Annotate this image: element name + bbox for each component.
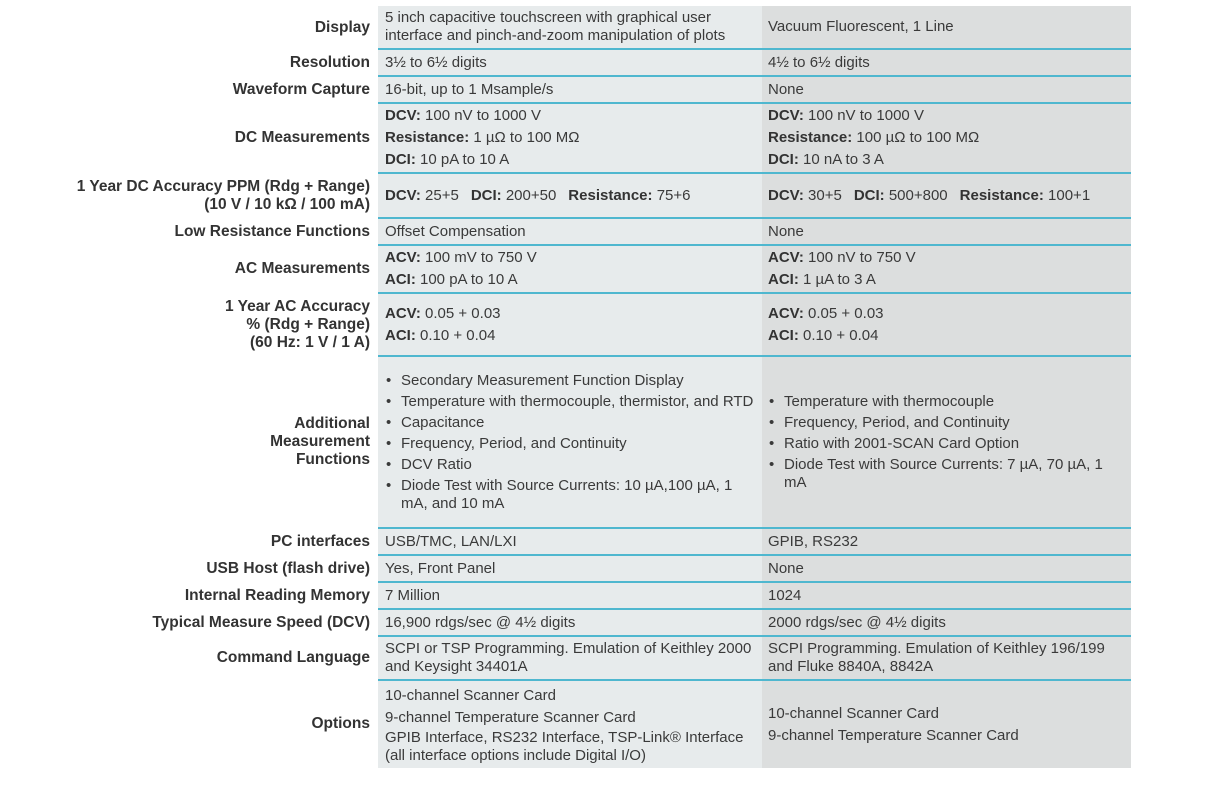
row-label-sub: Measurement <box>270 433 370 450</box>
row-display <box>0 6 1131 49</box>
list-item: • Frequency, Period, and Continuity <box>768 414 1123 432</box>
row-measure-speed <box>0 609 1131 636</box>
row-reading-memory <box>0 582 1131 609</box>
row-label: Low Resistance Functions <box>174 222 370 240</box>
row-additional-functions <box>0 356 1131 528</box>
row-low-resistance <box>0 218 1131 245</box>
row-label: Options <box>311 715 370 732</box>
row-label-sub: (60 Hz: 1 V / 1 A) <box>249 333 370 351</box>
cell-value: 16-bit, up to 1 Msample/s <box>378 76 762 103</box>
row-pc-interfaces <box>0 528 1131 555</box>
list-item: • Diode Test with Source Currents: 7 µA, 70 µA, 1 mA <box>768 456 1123 492</box>
row-label: 1 Year DC Accuracy PPM (Rdg + Range) <box>76 177 370 195</box>
list-item: • Capacitance <box>385 414 756 432</box>
cell-value: None <box>762 555 1131 582</box>
row-label-sub: % (Rdg + Range) <box>246 315 370 333</box>
row-label: USB Host (flash drive) <box>206 559 370 577</box>
list-item: • Ratio with 2001-SCAN Card Option <box>768 435 1123 453</box>
list-item: • Frequency, Period, and Continuity <box>385 435 756 453</box>
option-item: 10-channel Scanner Card <box>385 686 556 704</box>
cell-value: 4½ to 6½ digits <box>762 49 1131 76</box>
row-label-sub: Functions <box>295 451 370 468</box>
row-dc-measurements: DC Measurements DCV: 100 nV to 1000 V Resistance: 1 µΩ to 100 MΩ DCI: 10 pA to 10 A DCV: 100 nV to 1000 V Resistance: 100 µΩ to 100 MΩ DCI: 10 nA to 3 A <box>0 103 1131 173</box>
cell-value: 3½ to 6½ digits <box>378 49 762 76</box>
row-command-language <box>0 636 1131 680</box>
feature-list <box>385 372 756 513</box>
row-resolution <box>0 49 1131 76</box>
list-item: • Temperature with thermocouple, thermistor, and RTD <box>385 393 756 411</box>
list-item: • Temperature with thermocouple <box>768 393 1123 411</box>
row-label-sub: (10 V / 10 kΩ / 100 mA) <box>204 195 370 213</box>
row-label: Resolution <box>289 53 370 71</box>
row-label: Display <box>314 18 370 36</box>
cell-value: Offset Compensation <box>378 218 762 245</box>
row-label: PC interfaces <box>270 532 370 550</box>
cell-value: None <box>762 76 1131 103</box>
row-ac-measurements: AC Measurements ACV: 100 mV to 750 V ACI: 100 pA to 10 A ACV: 100 nV to 750 V ACI: 1 µA to 3 A <box>0 245 1131 293</box>
row-label: Typical Measure Speed (DCV) <box>152 613 370 631</box>
row-usb-host <box>0 555 1131 582</box>
row-label: Waveform Capture <box>232 80 370 98</box>
cell-value: USB/TMC, LAN/LXI <box>378 528 762 555</box>
row-label: 1 Year AC Accuracy <box>224 297 370 315</box>
row-waveform <box>0 76 1131 103</box>
row-ac-accuracy: 1 Year AC Accuracy % (Rdg + Range) (60 Hz: 1 V / 1 A) ACV: 0.05 + 0.03 ACI: 0.10 + 0.04 ACV: 0.05 + 0.03 ACI: 0.10 + 0.04 <box>0 293 1131 356</box>
feature-list <box>768 393 1123 492</box>
row-options <box>0 680 1131 768</box>
row-dc-accuracy: 1 Year DC Accuracy PPM (Rdg + Range) (10 V / 10 kΩ / 100 mA) DCV: 25+5 DCI: 200+50 Resistance: 75+6 DCV: 30+5 DCI: 500+800 Resistance: 100+1 <box>0 173 1131 218</box>
comparison-table <box>0 6 1131 768</box>
cell-value: Yes, Front Panel <box>378 555 762 582</box>
cell-value: 7 Million <box>378 582 762 609</box>
cell-value: 1024 <box>762 582 1131 609</box>
list-item: • Diode Test with Source Currents: 10 µA,100 µA, 1 mA, and 10 mA <box>385 477 756 513</box>
list-item: • Secondary Measurement Function Display <box>385 372 756 390</box>
row-label: DC Measurements <box>234 129 370 146</box>
cell-value: 2000 rdgs/sec @ 4½ digits <box>762 609 1131 636</box>
cell-value: None <box>762 218 1131 245</box>
list-item: • DCV Ratio <box>385 456 756 474</box>
row-label: AC Measurements <box>234 260 370 277</box>
row-label: Command Language <box>216 649 370 666</box>
cell-value: Vacuum Fluorescent, 1 Line <box>768 18 954 35</box>
cell-value: SCPI Programming. Emulation of Keithley 196/199 and Fluke 8840A, 8842A <box>768 640 1105 675</box>
cell-value: 5 inch capacitive touchscreen with graphical user interface and pinch-and-zoom manipulation of plots <box>385 9 726 44</box>
cell-value: 16,900 rdgs/sec @ 4½ digits <box>378 609 762 636</box>
row-label: Additional <box>294 415 370 432</box>
cell-value: GPIB, RS232 <box>762 528 1131 555</box>
option-item: 9-channel Temperature Scanner Card <box>768 726 1019 744</box>
option-item: 9-channel Temperature Scanner Card <box>385 708 636 726</box>
cell-value: SCPI or TSP Programming. Emulation of Keithley 2000 and Keysight 34401A <box>385 640 752 675</box>
option-item: GPIB Interface, RS232 Interface, TSP-Link® Interface (all interface options include Digital I/O) <box>385 728 744 764</box>
option-item: 10-channel Scanner Card <box>768 704 939 722</box>
row-label: Internal Reading Memory <box>184 586 370 604</box>
